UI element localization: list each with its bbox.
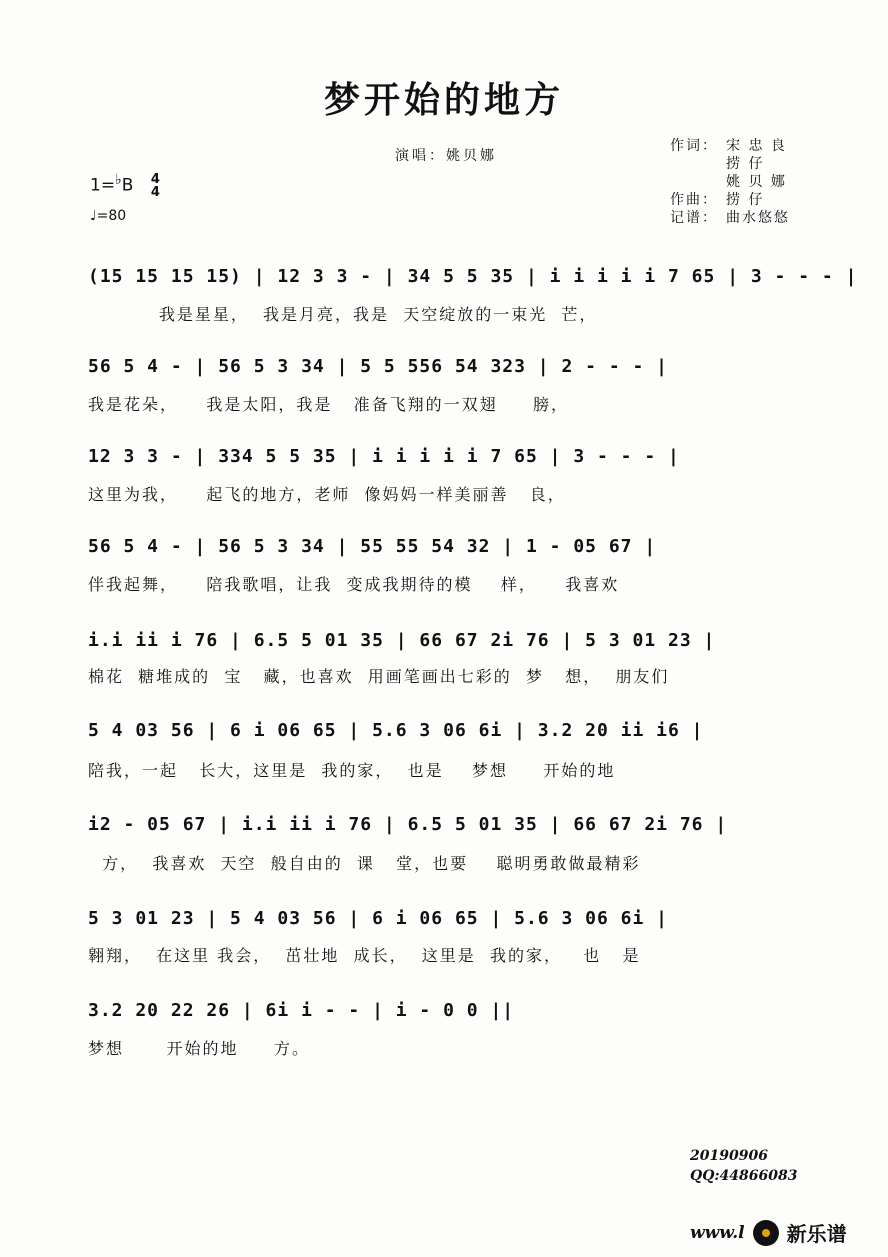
singer-credit: 演唱：姚贝娜	[395, 148, 497, 164]
lyric-line: 我是花朵， 我是太阳，我是 准备飞翔的一双翅 膀，	[88, 395, 570, 414]
credit-value: 曲水悠悠	[726, 210, 790, 226]
lyric-line: 陪我，一起 长大，这里是 我的家， 也是 梦想 开始的地	[88, 761, 616, 780]
key-signature	[90, 172, 160, 199]
notation-line: 56 5 4 - | 56 5 3 34 | 55 55 54 32 | 1 - 05 67 |	[88, 536, 657, 557]
credit-value: 姚 贝 娜	[726, 174, 787, 190]
flat-icon: ♭	[115, 172, 122, 188]
site-logo[interactable]	[690, 1218, 847, 1247]
credit-row	[670, 137, 836, 155]
key-note: B	[121, 175, 134, 196]
score-line	[88, 810, 800, 850]
tempo-marking	[90, 208, 126, 224]
credit-row	[670, 209, 836, 227]
lyric-line: 棉花 糖堆成的 宝 藏，也喜欢 用画笔画出七彩的 梦 想， 朋友们	[88, 667, 670, 686]
credit-value: 宋 忠 良	[726, 138, 787, 154]
song-title: 梦开始的地方	[323, 79, 564, 121]
key-prefix: 1=	[90, 175, 116, 196]
score-line	[88, 352, 800, 392]
lyric-line: 我是星星， 我是月亮，我是 天空绽放的一束光 芒，	[88, 305, 598, 324]
time-numerator: 4	[150, 171, 160, 187]
lyric-line: 梦想 开始的地 方。	[88, 1039, 310, 1058]
credit-label	[670, 173, 726, 191]
score-line	[88, 626, 800, 666]
time-denominator: 4	[150, 184, 160, 200]
credits-block	[670, 137, 836, 227]
disc-icon	[753, 1220, 779, 1246]
notation-line: i2 - 05 67 | i.i ii i 76 | 6.5 5 01 35 | 66 67 2i 76 |	[88, 814, 728, 835]
credit-label: 记谱：	[670, 210, 718, 226]
credit-row	[670, 191, 836, 209]
score-line	[88, 262, 858, 302]
brand-name: 新乐谱	[786, 1222, 847, 1246]
notation-line: 5 3 01 23 | 5 4 03 56 | 6 i 06 65 | 5.6 3 06 6i |	[88, 908, 669, 929]
lyric-line: 方， 我喜欢 天空 般自由的 课 堂，也要 聪明勇敢做最精彩	[88, 854, 641, 873]
lyric-line: 伴我起舞， 陪我歌唱，让我 变成我期待的模 样， 我喜欢	[88, 575, 620, 594]
credit-label: 作词：	[670, 138, 718, 154]
credit-row	[670, 173, 836, 191]
notation-line: i.i ii i 76 | 6.5 5 01 35 | 66 67 2i 76 | 5 3 01 23 |	[88, 630, 716, 651]
lyric-line: 这里为我， 起飞的地方，老师 像妈妈一样美丽善 良，	[88, 485, 566, 504]
score-line	[88, 532, 800, 572]
credit-label	[670, 155, 726, 173]
credit-row	[670, 155, 836, 173]
credit-label: 作曲：	[670, 192, 718, 208]
time-signature	[151, 173, 160, 199]
score-line	[88, 996, 800, 1036]
notation-line: 5 4 03 56 | 6 i 06 65 | 5.6 3 06 6i | 3.2 20 ii i6 |	[88, 720, 704, 741]
notation-line: 3.2 20 22 26 | 6i i - - | i - 0 0 ||	[88, 1000, 515, 1021]
date-stamp: 20190906	[690, 1148, 768, 1164]
lyric-line: 翱翔， 在这里 我会， 茁壮地 成长， 这里是 我的家， 也 是	[88, 946, 641, 965]
credit-value: 捞 仔	[726, 192, 765, 208]
notation-line: 12 3 3 - | 334 5 5 35 | i i i i i 7 65 | 3 - - - |	[88, 446, 680, 467]
score-line	[88, 904, 800, 944]
qq-contact: QQ:44866083	[690, 1168, 798, 1184]
tempo-value: =80	[96, 208, 127, 224]
quarter-note-icon: ♩	[90, 208, 97, 224]
score-line	[88, 716, 800, 756]
credit-value: 捞 仔	[726, 156, 765, 172]
notation-line: 56 5 4 - | 56 5 3 34 | 5 5 556 54 323 | 2 - - - |	[88, 356, 669, 377]
notation-line: (15 15 15 15) | 12 3 3 - | 34 5 5 35 | i i i i i 7 65 | 3 - - - |	[88, 266, 858, 287]
score-line	[88, 442, 800, 482]
site-url[interactable]: www.l	[690, 1222, 745, 1243]
